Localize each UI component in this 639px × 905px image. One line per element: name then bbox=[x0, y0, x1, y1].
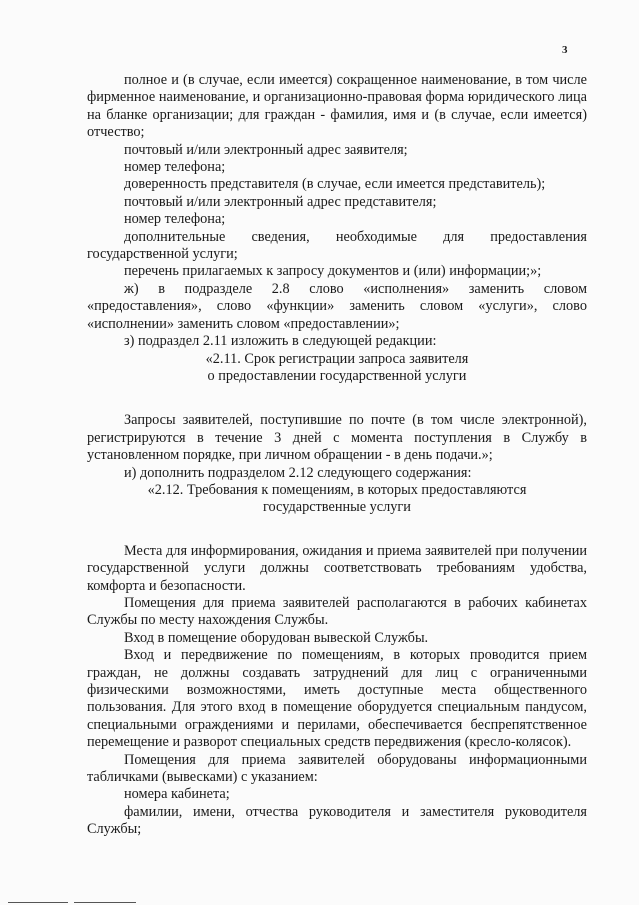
paragraph-accessibility: Вход и передвижение по помещениям, в которых проводится прием граждан, не должны создавать затруднений для лиц с ограниченными физическими возможностями, иметь доступные места общественного пользования. Для этого вход в помещение оборудуется специальным пандусом, специальными ограждениями и перилами, обеспечивается беспрепятственное перемещение и разворот специальных средств передвижения (кресло-колясок). bbox=[87, 647, 587, 751]
scan-edge-mark bbox=[74, 902, 136, 903]
list-item-attached-documents: перечень прилагаемых к запросу документов и (или) информации;»; bbox=[124, 263, 542, 280]
spacer bbox=[87, 385, 587, 412]
paragraph-waiting-places: Места для информирования, ожидания и приема заявителей при получении государственной услуги должны соответствовать требованиям удобства, комфорта и безопасности. bbox=[87, 542, 587, 594]
page-number: 3 bbox=[562, 44, 568, 56]
list-item-representative-phone: номер телефона; bbox=[124, 211, 226, 228]
list-item-additional-info: дополнительные сведения, необходимые для предоставления государственной услуги; bbox=[87, 228, 587, 263]
paragraph-name-requirements: полное и (в случае, если имеется) сокращенное наименование, в том числе фирменное наименование, и организационно-правовая форма юридического лица на бланке организации; для граждан - фамилия, имя и (в случае, если имеется) отчество; bbox=[87, 72, 587, 141]
section-heading-2-12-line1: «2.12. Требования к помещениям, в которых предоставляются bbox=[147, 481, 527, 498]
list-item-applicant-address: почтовый и/или электронный адрес заявителя; bbox=[124, 141, 408, 158]
section-heading-2-12-line2: государственные услуги bbox=[263, 499, 411, 516]
list-item-phone: номер телефона; bbox=[124, 159, 226, 176]
paragraph-amendment-zh: ж) в подразделе 2.8 слово «исполнения» заменить словом «предоставления», слово «функции» заменить словом «услуги», слово «исполнении» заменить словом «предоставлении»; bbox=[87, 280, 587, 332]
paragraph-amendment-i: и) дополнить подразделом 2.12 следующего содержания: bbox=[124, 464, 472, 481]
document-body bbox=[87, 72, 587, 839]
spacer bbox=[87, 517, 587, 543]
list-item-representative-address: почтовый и/или электронный адрес представителя; bbox=[124, 193, 437, 210]
list-item-head-names: фамилии, имени, отчества руководителя и заместителя руководителя Службы; bbox=[87, 803, 587, 838]
list-item-room-number: номера кабинета; bbox=[124, 786, 230, 803]
section-heading-2-11-line2: о предоставлении государственной услуги bbox=[207, 367, 467, 384]
paragraph-entrance-sign: Вход в помещение оборудован вывеской Службы. bbox=[124, 629, 429, 646]
list-item-power-of-attorney: доверенность представителя (в случае, если имеется представитель); bbox=[124, 176, 546, 193]
paragraph-registration-terms: Запросы заявителей, поступившие по почте (в том числе электронной), регистрируются в течение 3 дней с момента поступления в Службу в установленном порядке, при личном обращении - в день подачи.»; bbox=[87, 412, 587, 464]
scan-edge-mark bbox=[8, 902, 68, 903]
section-heading-2-11-line1: «2.11. Срок регистрации запроса заявителя bbox=[205, 350, 469, 367]
paragraph-reception-rooms: Помещения для приема заявителей располагаются в рабочих кабинетах Службы по месту нахождения Службы. bbox=[87, 594, 587, 629]
paragraph-info-plates: Помещения для приема заявителей оборудованы информационными табличками (вывесками) с указанием: bbox=[87, 751, 587, 786]
paragraph-amendment-z: з) подраздел 2.11 изложить в следующей редакции: bbox=[124, 333, 437, 350]
